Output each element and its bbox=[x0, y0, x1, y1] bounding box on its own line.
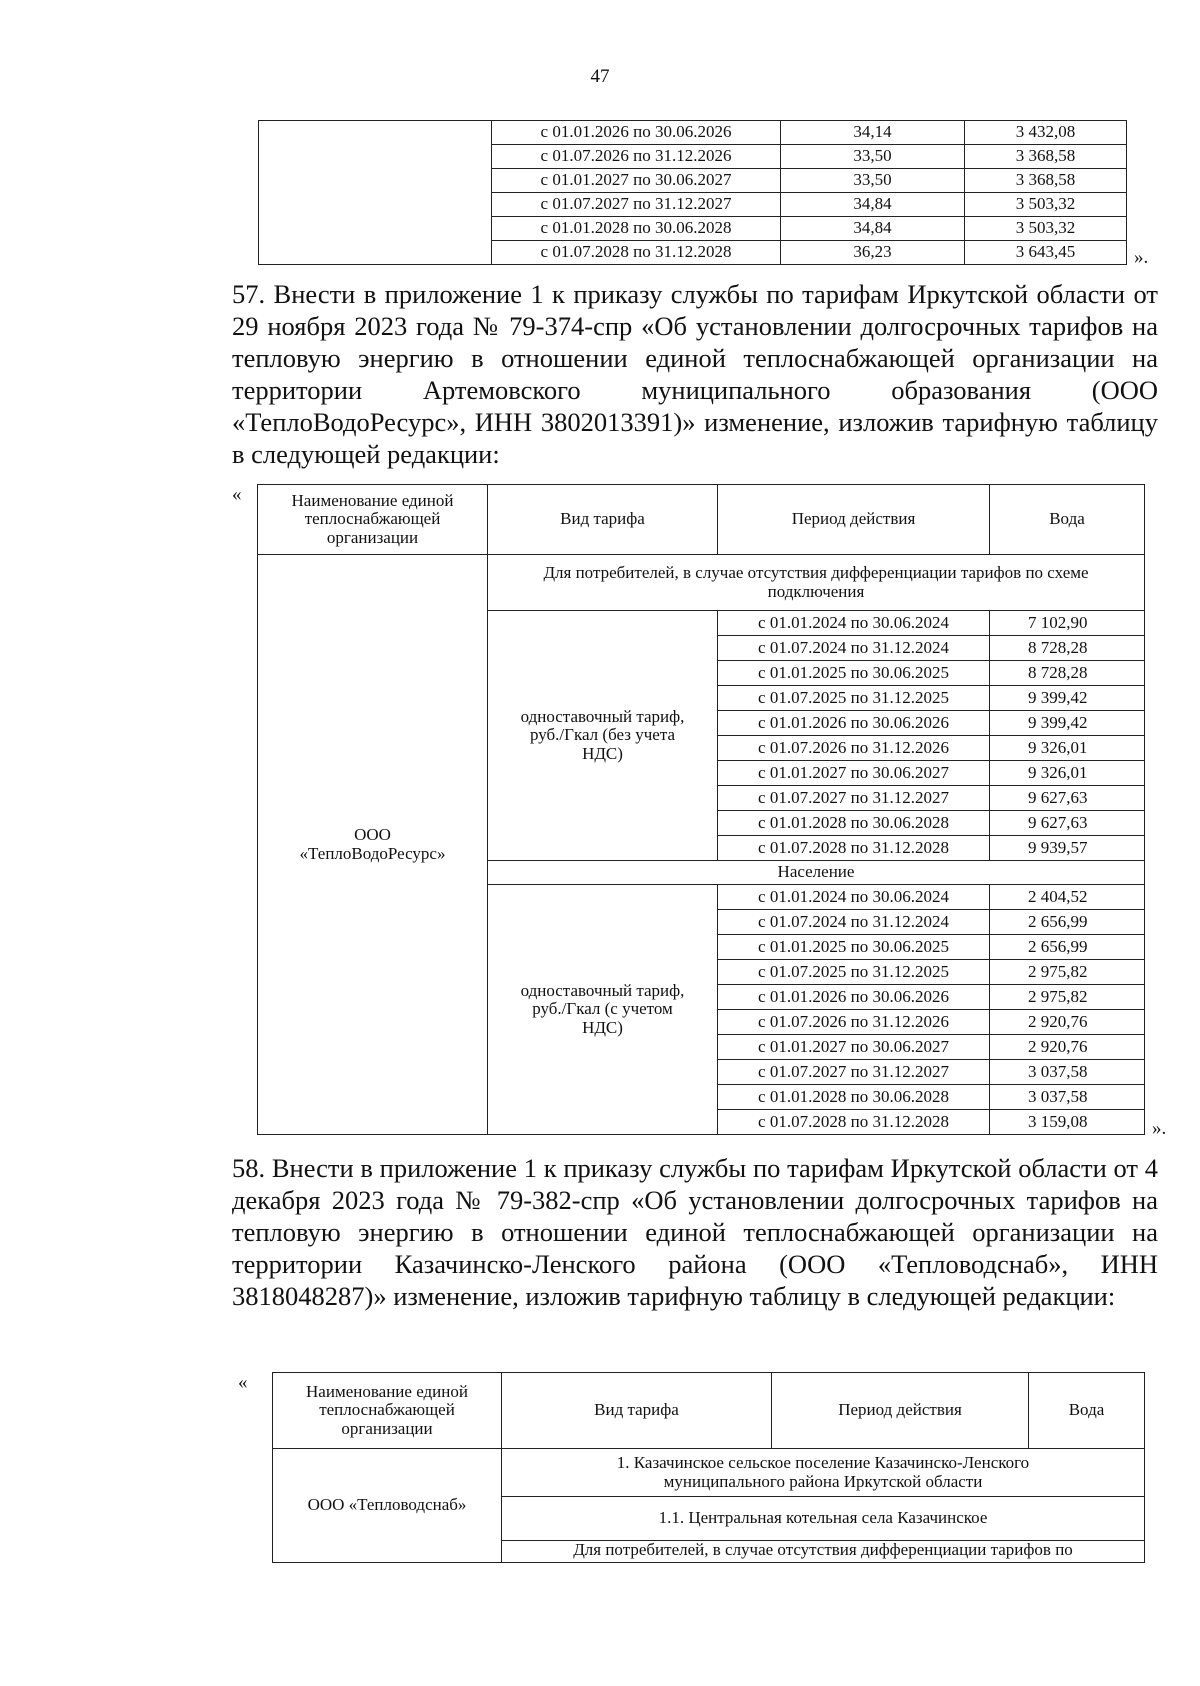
period-cell: с 01.01.2026 по 30.06.2026 bbox=[718, 985, 990, 1010]
rate-cell: 36,23 bbox=[781, 241, 965, 265]
settlement-row: 1. Казачинское сельское поселение Казачинско-Ленского муниципального района Иркутской области bbox=[502, 1449, 1145, 1497]
period-cell: с 01.07.2026 по 31.12.2026 bbox=[492, 145, 781, 169]
period-cell: с 01.07.2027 по 31.12.2027 bbox=[492, 193, 781, 217]
tariff-table-continuation bbox=[258, 120, 1127, 265]
value-cell: 2 975,82 bbox=[990, 960, 1145, 985]
value-cell: 3 503,32 bbox=[965, 193, 1127, 217]
table2-close-quote: ». bbox=[1152, 1118, 1167, 1139]
period-cell: с 01.07.2027 по 31.12.2027 bbox=[718, 786, 990, 811]
header-row bbox=[258, 485, 1145, 555]
value-cell: 3 368,58 bbox=[965, 145, 1127, 169]
period-cell: с 01.07.2027 по 31.12.2027 bbox=[718, 1060, 990, 1085]
period-cell: с 01.01.2027 по 30.06.2027 bbox=[492, 169, 781, 193]
value-cell: 3 643,45 bbox=[965, 241, 1127, 265]
period-cell: с 01.07.2024 по 31.12.2024 bbox=[718, 910, 990, 935]
header-period: Период действия bbox=[718, 485, 990, 555]
section-consumers: Для потребителей, в случае отсутствия дифференциации тарифов по схеме подключения bbox=[488, 555, 1145, 611]
period-cell: с 01.01.2025 по 30.06.2025 bbox=[718, 935, 990, 960]
value-cell: 2 656,99 bbox=[990, 935, 1145, 960]
boiler-row: 1.1. Центральная котельная села Казачинское bbox=[502, 1497, 1145, 1541]
period-cell: с 01.07.2028 по 31.12.2028 bbox=[492, 241, 781, 265]
value-cell: 3 159,08 bbox=[990, 1110, 1145, 1135]
table-row bbox=[259, 121, 1127, 145]
rate-cell: 34,14 bbox=[781, 121, 965, 145]
value-cell: 3 037,58 bbox=[990, 1085, 1145, 1110]
period-cell: с 01.01.2028 по 30.06.2028 bbox=[718, 1085, 990, 1110]
value-cell: 2 975,82 bbox=[990, 985, 1145, 1010]
period-cell: с 01.01.2026 по 30.06.2026 bbox=[718, 711, 990, 736]
header-tariff-type: Вид тарифа bbox=[488, 485, 718, 555]
header-org-name: Наименование единой теплоснабжающей организации bbox=[258, 485, 488, 555]
tariff-type-cell: одноставочный тариф, руб./Гкал (без учета НДС) bbox=[488, 611, 718, 861]
period-cell: с 01.01.2025 по 30.06.2025 bbox=[718, 661, 990, 686]
period-cell: с 01.01.2028 по 30.06.2028 bbox=[718, 811, 990, 836]
rate-cell: 33,50 bbox=[781, 169, 965, 193]
page-number: 47 bbox=[590, 66, 610, 87]
header-period: Период действия bbox=[772, 1373, 1029, 1449]
value-cell: 3 503,32 bbox=[965, 217, 1127, 241]
value-cell: 8 728,28 bbox=[990, 661, 1145, 686]
org-name-cell: ООО «ТеплоВодоРесурс» bbox=[258, 555, 488, 1135]
period-cell: с 01.07.2028 по 31.12.2028 bbox=[718, 836, 990, 861]
tariff-table-teplovodoresurs bbox=[257, 484, 1145, 1135]
value-cell: 7 102,90 bbox=[990, 611, 1145, 636]
value-cell: 3 037,58 bbox=[990, 1060, 1145, 1085]
paragraph-58: 58. Внести в приложение 1 к приказу службы по тарифам Иркутской области от 4 декабря 2023 года № 79-382-спр «Об установлении долгосрочных тарифов на тепловую энергию в отношении единой теплоснабжающей организации на территории Казачинско-Ленского района (ООО «Тепловодснаб», ИНН 3818048287)» изменение, изложив тарифную таблицу в следующей редакции: bbox=[232, 1153, 1158, 1311]
period-cell: с 01.01.2026 по 30.06.2026 bbox=[492, 121, 781, 145]
empty-org-cell bbox=[259, 121, 492, 265]
rate-cell: 34,84 bbox=[781, 217, 965, 241]
period-cell: с 01.07.2024 по 31.12.2024 bbox=[718, 636, 990, 661]
value-cell: 2 404,52 bbox=[990, 885, 1145, 910]
section-row bbox=[258, 555, 1145, 611]
value-cell: 2 656,99 bbox=[990, 910, 1145, 935]
rate-cell: 33,50 bbox=[781, 145, 965, 169]
table3-open-quote: « bbox=[238, 1372, 248, 1393]
header-water: Вода bbox=[990, 485, 1145, 555]
tariff-table-teplovodsnab bbox=[272, 1372, 1145, 1563]
period-cell: с 01.01.2024 по 30.06.2024 bbox=[718, 885, 990, 910]
value-cell: 2 920,76 bbox=[990, 1035, 1145, 1060]
paragraph-57: 57. Внести в приложение 1 к приказу службы по тарифам Иркутской области от 29 ноября 2023 года № 79-374-спр «Об установлении долгосрочных тарифов на тепловую энергию в отношении единой теплоснабжающей организации на территории Артемовского муниципального образования (ООО «ТеплоВодоРесурс», ИНН 3802013391)» изменение, изложив тарифную таблицу в следующей редакции: bbox=[232, 279, 1158, 469]
header-water: Вода bbox=[1029, 1373, 1145, 1449]
value-cell: 9 939,57 bbox=[990, 836, 1145, 861]
rate-cell: 34,84 bbox=[781, 193, 965, 217]
period-cell: с 01.07.2028 по 31.12.2028 bbox=[718, 1110, 990, 1135]
value-cell: 3 368,58 bbox=[965, 169, 1127, 193]
section-population: Население bbox=[488, 861, 1145, 885]
period-cell: с 01.07.2025 по 31.12.2025 bbox=[718, 960, 990, 985]
header-org-name: Наименование единой теплоснабжающей организации bbox=[273, 1373, 502, 1449]
value-cell: 8 728,28 bbox=[990, 636, 1145, 661]
period-cell: с 01.07.2025 по 31.12.2025 bbox=[718, 686, 990, 711]
value-cell: 9 627,63 bbox=[990, 811, 1145, 836]
header-tariff-type: Вид тарифа bbox=[502, 1373, 772, 1449]
value-cell: 9 399,42 bbox=[990, 711, 1145, 736]
section-row: Для потребителей, в случае отсутствия дифференциации тарифов по bbox=[502, 1541, 1145, 1563]
period-cell: с 01.01.2024 по 30.06.2024 bbox=[718, 611, 990, 636]
period-cell: с 01.01.2027 по 30.06.2027 bbox=[718, 1035, 990, 1060]
value-cell: 3 432,08 bbox=[965, 121, 1127, 145]
value-cell: 9 627,63 bbox=[990, 786, 1145, 811]
period-cell: с 01.01.2027 по 30.06.2027 bbox=[718, 761, 990, 786]
value-cell: 9 326,01 bbox=[990, 736, 1145, 761]
org-name-cell: ООО «Тепловодснаб» bbox=[273, 1449, 502, 1563]
period-cell: с 01.07.2026 по 31.12.2026 bbox=[718, 736, 990, 761]
period-cell: с 01.01.2028 по 30.06.2028 bbox=[492, 217, 781, 241]
tariff-type-cell: одноставочный тариф, руб./Гкал (с учетом НДС) bbox=[488, 885, 718, 1135]
value-cell: 2 920,76 bbox=[990, 1010, 1145, 1035]
table2-open-quote: « bbox=[232, 484, 242, 505]
table1-close-quote: ». bbox=[1134, 247, 1149, 268]
value-cell: 9 326,01 bbox=[990, 761, 1145, 786]
period-cell: с 01.07.2026 по 31.12.2026 bbox=[718, 1010, 990, 1035]
value-cell: 9 399,42 bbox=[990, 686, 1145, 711]
